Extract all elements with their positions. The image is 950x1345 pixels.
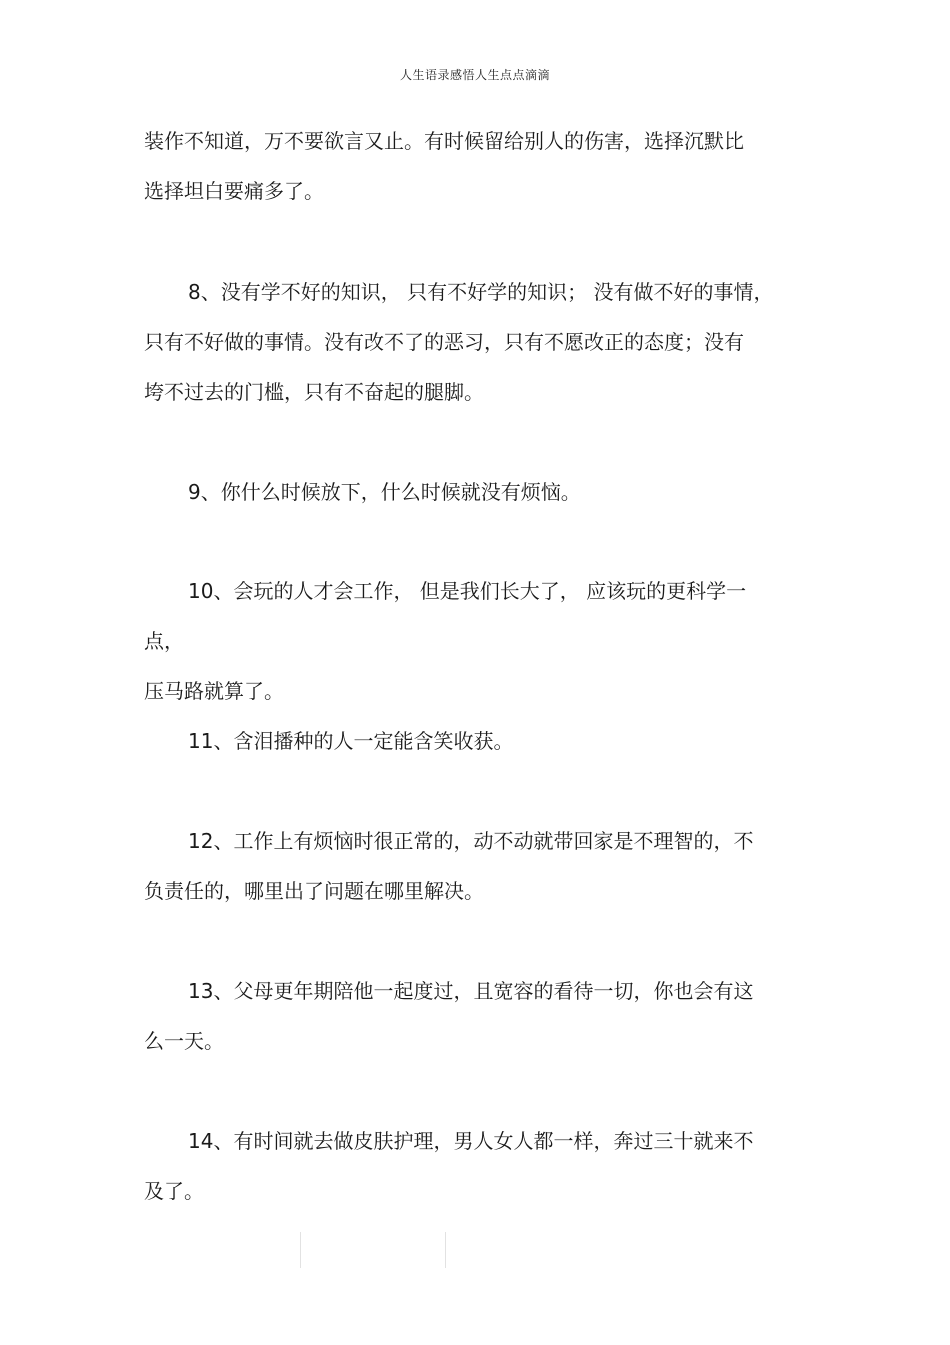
text-line: 只有不好做的事情。没有改不了的恶习，只有不愿改正的态度；没有	[144, 330, 744, 354]
paragraph-item-14	[144, 1116, 784, 1216]
paragraph-continued	[144, 116, 784, 216]
footer-divider-right	[445, 1232, 446, 1268]
paragraph-item-8	[144, 267, 784, 417]
text-line: 8、没有学不好的知识， 只有不好学的知识； 没有做不好的事情，	[188, 280, 774, 304]
paragraph-item-13	[144, 966, 784, 1066]
paragraph-item-9	[144, 467, 784, 517]
text-line: 压马路就算了。	[144, 679, 284, 703]
text-line: 13、父母更年期陪他一起度过，且宽容的看待一切，你也会有这	[188, 979, 754, 1003]
paragraph-item-12	[144, 816, 784, 916]
text-line: 14、有时间就去做皮肤护理，男人女人都一样，奔过三十就来不	[188, 1129, 754, 1153]
text-line: 及了。	[144, 1179, 204, 1203]
paragraph-item-10	[144, 566, 784, 716]
text-line: 垮不过去的门槛，只有不奋起的腿脚。	[144, 380, 484, 404]
text-line: 么一天。	[144, 1029, 224, 1053]
text-line: 选择坦白要痛多了。	[144, 179, 324, 203]
footer-divider-left	[300, 1232, 301, 1268]
text-line: 装作不知道，万不要欲言又止。有时候留给别人的伤害，选择沉默比	[144, 129, 744, 153]
text-line: 负责任的，哪里出了问题在哪里解决。	[144, 879, 484, 903]
text-line: 10、会玩的人才会工作， 但是我们长大了， 应该玩的更科学一点，	[144, 579, 747, 653]
text-line: 9、你什么时候放下，什么时候就没有烦恼。	[188, 480, 581, 504]
page-header-title: 人生语录感悟人生点点滴滴	[399, 68, 550, 82]
text-line: 12、工作上有烦恼时很正常的，动不动就带回家是不理智的，不	[188, 829, 754, 853]
paragraph-item-11	[144, 716, 784, 766]
text-line: 11、含泪播种的人一定能含笑收获。	[188, 729, 514, 753]
